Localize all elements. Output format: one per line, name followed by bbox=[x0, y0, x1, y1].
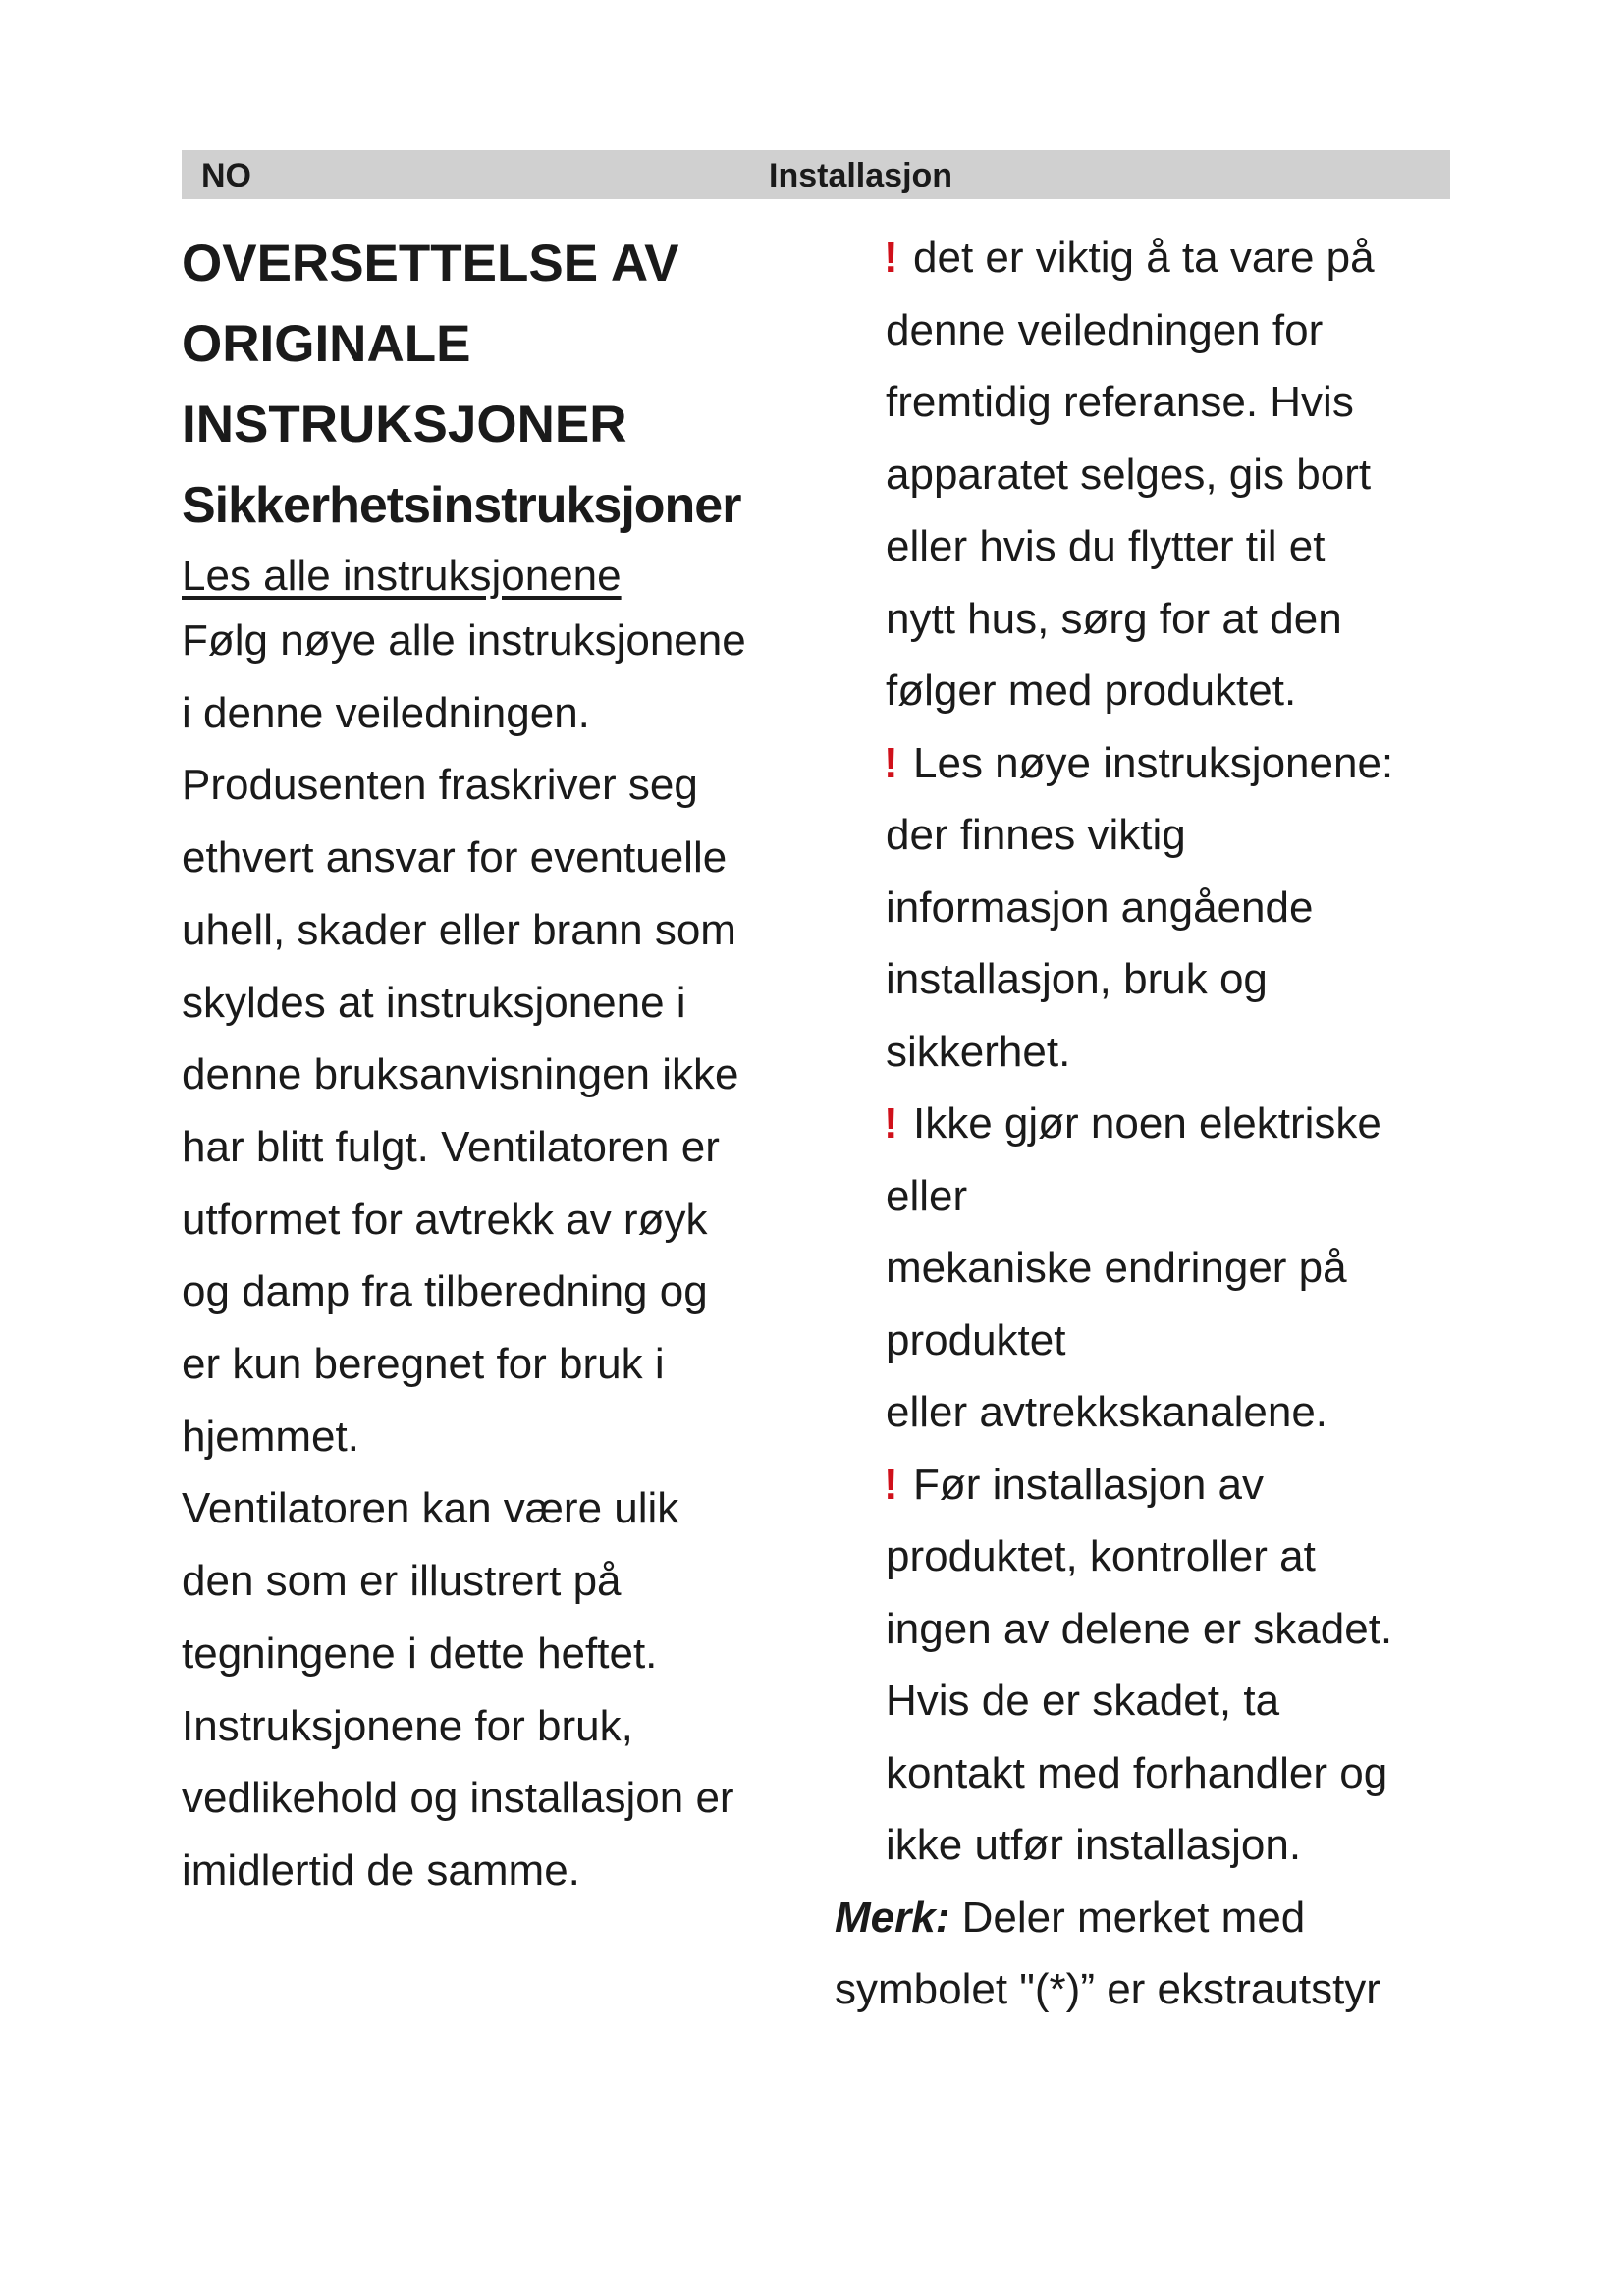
section-title: Installasjon bbox=[769, 157, 953, 194]
text-line: den som er illustrert på bbox=[182, 1557, 622, 1606]
text-line: eller hvis du flytter til et bbox=[886, 522, 1326, 570]
language-code: NO bbox=[201, 157, 251, 194]
warning-keep-manual bbox=[835, 222, 1453, 727]
text-line: ethvert ansvar for eventuelle bbox=[182, 833, 728, 882]
text-line: tegningene i dette heftet. bbox=[182, 1629, 658, 1678]
text-line: eller avtrekkskanalene. bbox=[886, 1388, 1328, 1436]
text-line: ikke utfør installasjon. bbox=[886, 1821, 1302, 1869]
text-line: eller bbox=[886, 1171, 968, 1220]
text-line: er kun beregnet for bruk i bbox=[182, 1340, 665, 1389]
text-line: Følg nøye alle instruksjonene bbox=[182, 616, 746, 665]
read-all-wrapper bbox=[182, 546, 810, 605]
text-line: imidlertid de samme. bbox=[182, 1845, 580, 1895]
note-label: Merk: bbox=[835, 1893, 950, 1942]
read-all-heading: Les alle instruksjonene bbox=[182, 552, 622, 600]
safety-paragraph bbox=[182, 605, 810, 1472]
text-line: hjemmet. bbox=[182, 1412, 359, 1461]
text-line: vedlikehold og installasjon er bbox=[182, 1774, 734, 1823]
text-line: Ikke gjør noen elektriske bbox=[913, 1099, 1381, 1148]
text-line: Instruksjonene for bruk, bbox=[182, 1701, 633, 1750]
text-line: Les nøye instruksjonene: bbox=[913, 738, 1394, 787]
text-line: Før installasjon av bbox=[913, 1460, 1265, 1509]
text-line: mekaniske endringer på bbox=[886, 1244, 1347, 1292]
text-line: fremtidig referanse. Hvis bbox=[886, 378, 1354, 426]
illustration-paragraph bbox=[182, 1472, 810, 1906]
note-text: Deler merket med bbox=[949, 1893, 1306, 1942]
text-line: installasjon, bruk og bbox=[886, 955, 1268, 1003]
text-line: denne bruksanvisningen ikke bbox=[182, 1050, 739, 1099]
text-line: produktet, kontroller at bbox=[886, 1532, 1316, 1580]
warning-icon: ! bbox=[884, 1099, 898, 1148]
text-line: der finnes viktig bbox=[886, 811, 1186, 859]
text-line: ingen av delene er skadet. bbox=[886, 1604, 1393, 1653]
text-line: Hvis de er skadet, ta bbox=[886, 1677, 1280, 1725]
warning-icon: ! bbox=[884, 234, 898, 282]
page-header-bar bbox=[182, 150, 1450, 199]
title-line: OVERSETTELSE AV bbox=[182, 235, 679, 293]
text-line: produktet bbox=[886, 1315, 1066, 1364]
document-title bbox=[182, 224, 810, 465]
warning-icon: ! bbox=[884, 1460, 898, 1509]
note-line: symbolet "(*)” er ekstrautstyr bbox=[835, 1965, 1380, 2013]
note-line bbox=[835, 1882, 1453, 1954]
text-line: skyldes at instruksjonene i bbox=[182, 978, 686, 1027]
text-line: utformet for avtrekk av røyk bbox=[182, 1195, 708, 1244]
optional-parts-note bbox=[835, 1882, 1453, 2026]
text-line: følger med produktet. bbox=[886, 667, 1297, 715]
text-line: nytt hus, sørg for at den bbox=[886, 594, 1342, 643]
text-line: har blitt fulgt. Ventilatoren er bbox=[182, 1122, 720, 1171]
text-line: denne veiledningen for bbox=[886, 305, 1324, 354]
text-line: kontakt med forhandler og bbox=[886, 1748, 1388, 1797]
text-line: apparatet selges, gis bort bbox=[886, 450, 1372, 499]
safety-heading: Sikkerhetsinstruksjoner bbox=[182, 477, 741, 534]
text-line: sikkerhet. bbox=[886, 1027, 1071, 1076]
warning-check-damage bbox=[835, 1449, 1453, 1882]
text-line: det er viktig å ta vare på bbox=[913, 234, 1375, 282]
warning-read-instructions bbox=[835, 727, 1453, 1089]
left-column bbox=[182, 224, 810, 1907]
text-line: informasjon angående bbox=[886, 882, 1314, 932]
warning-icon: ! bbox=[884, 738, 898, 787]
warning-no-modifications bbox=[835, 1088, 1453, 1449]
text-line: og damp fra tilberedning og bbox=[182, 1267, 708, 1316]
text-line: Produsenten fraskriver seg bbox=[182, 761, 698, 810]
right-column bbox=[835, 222, 1453, 2026]
text-line: Ventilatoren kan være ulik bbox=[182, 1484, 679, 1533]
text-line: i denne veiledningen. bbox=[182, 688, 590, 737]
text-line: uhell, skader eller brann som bbox=[182, 905, 736, 954]
title-line: INSTRUKSJONER bbox=[182, 396, 627, 454]
title-line: ORIGINALE bbox=[182, 315, 471, 373]
